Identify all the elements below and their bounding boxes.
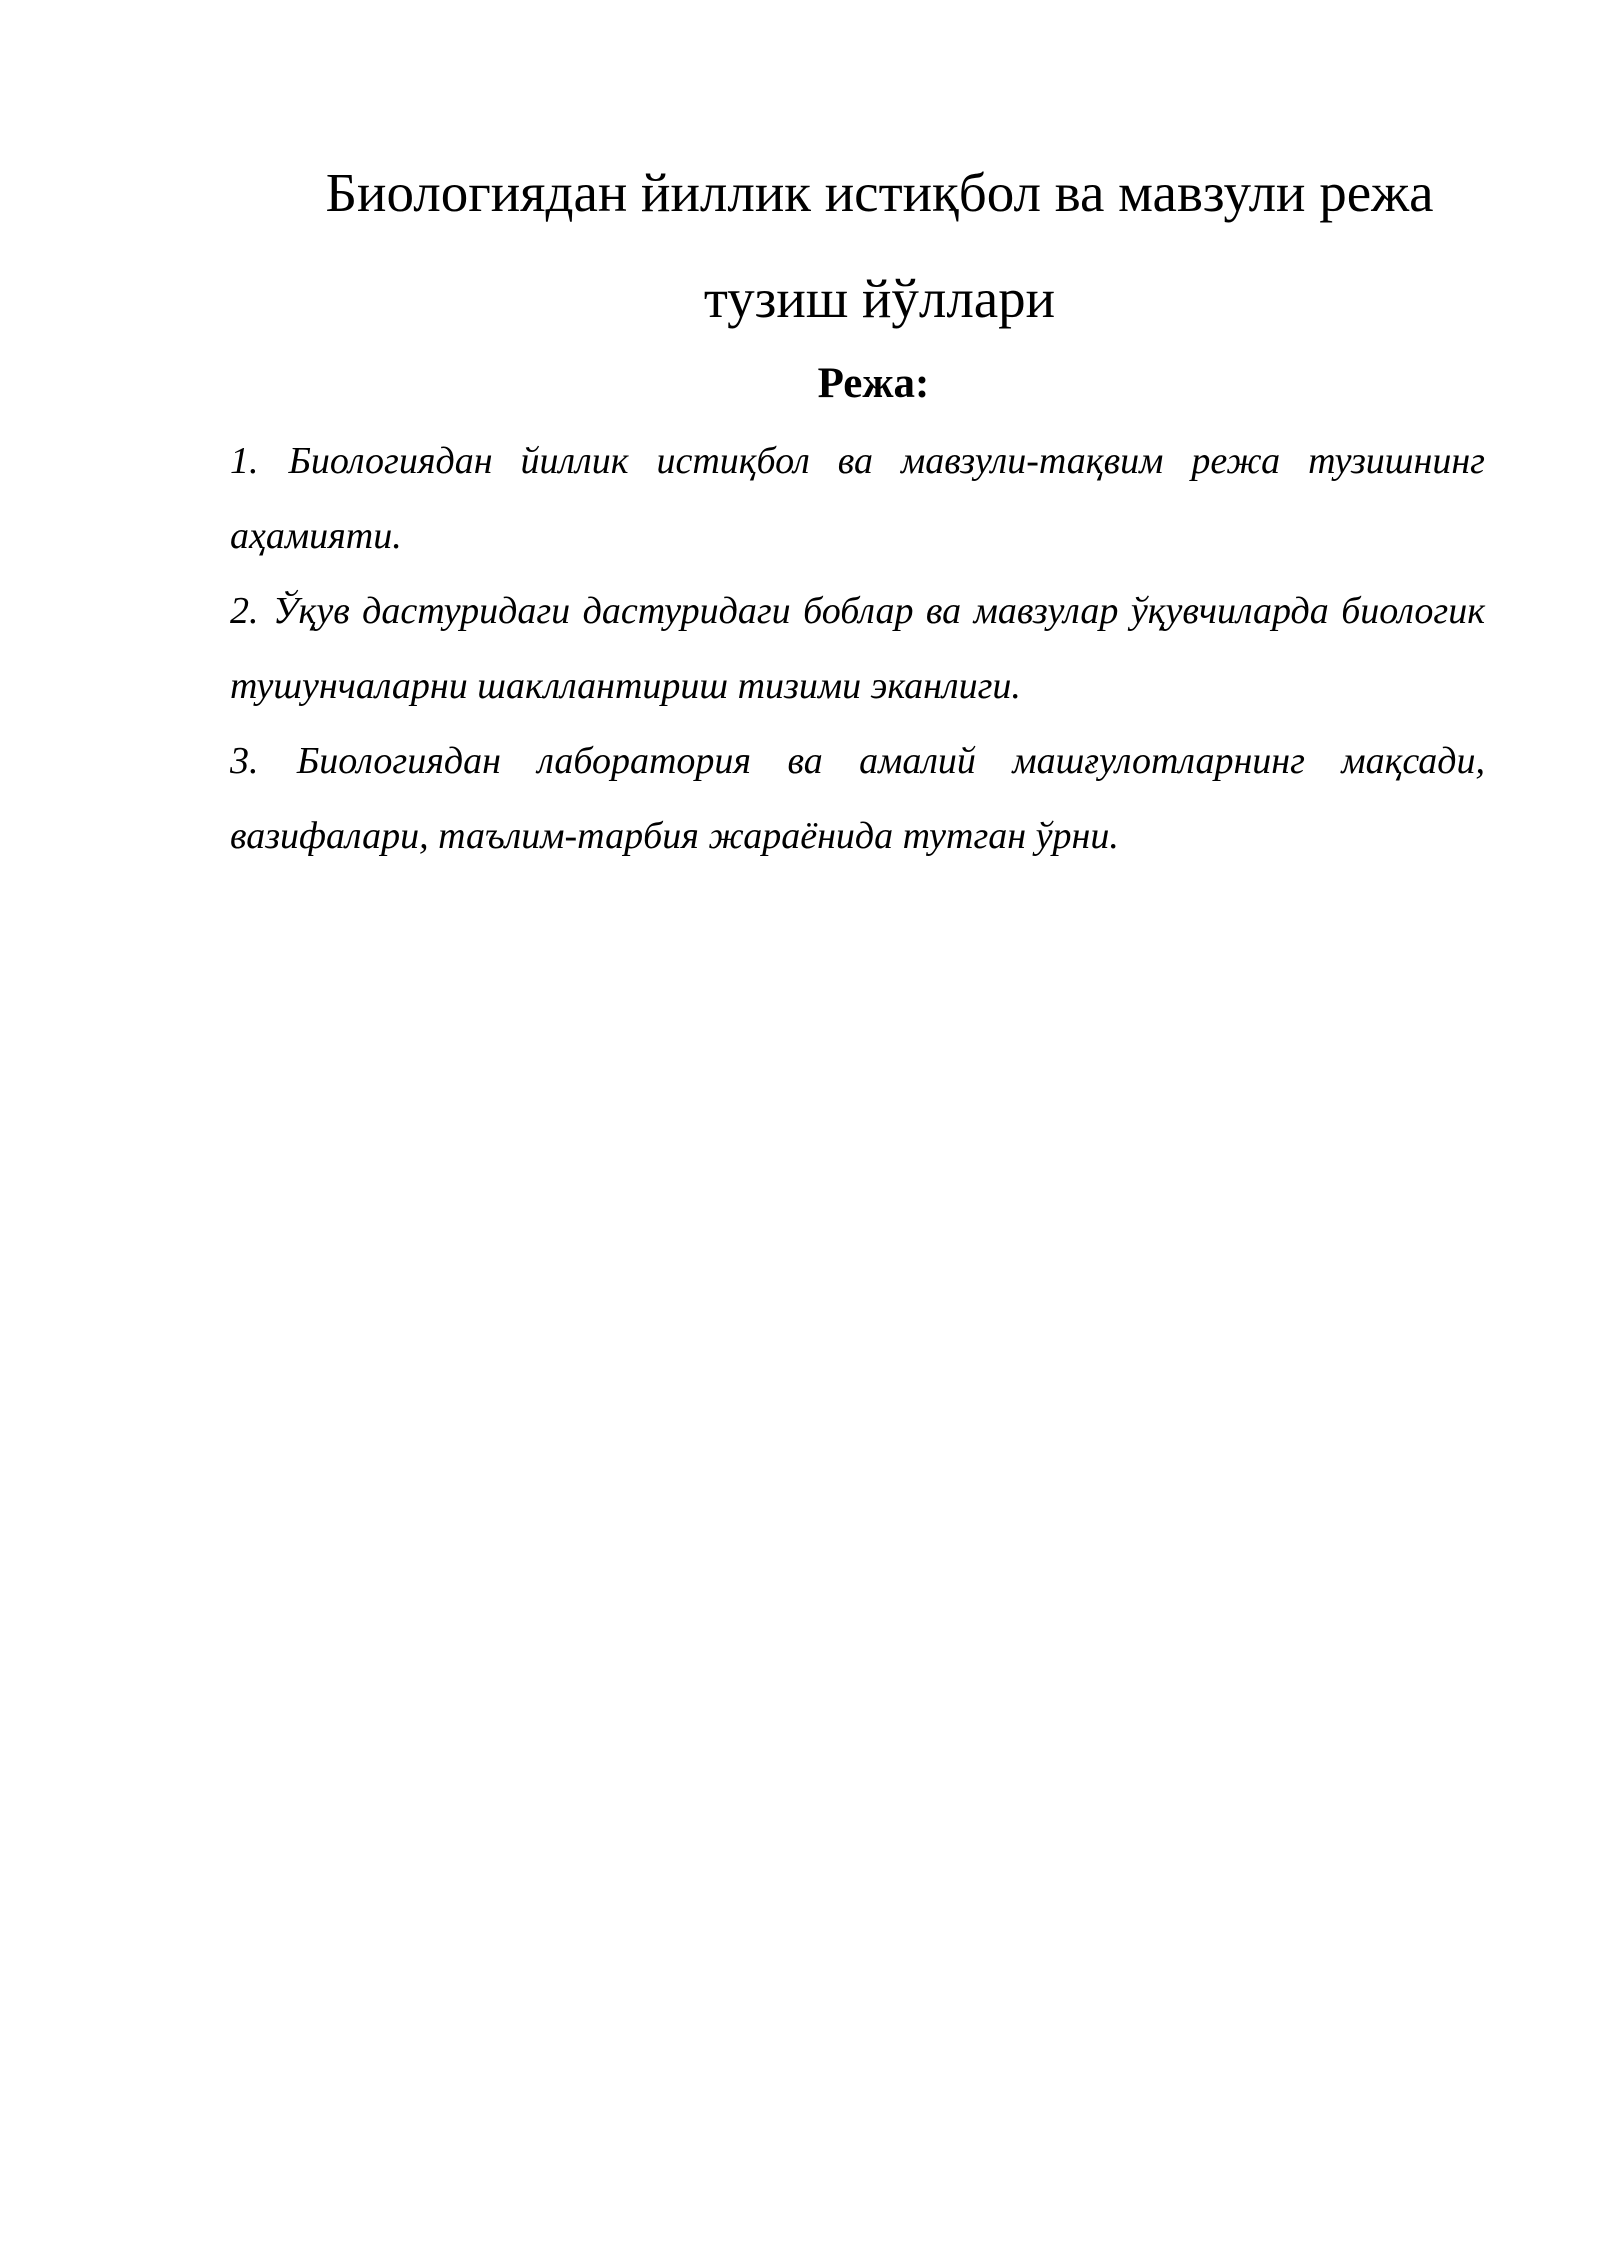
document-title-line-2: тузиш йўллари (703, 268, 1056, 329)
plan-item-2 (230, 574, 1485, 724)
plan-item-1 (230, 424, 1485, 574)
plan-item-3 (230, 724, 1485, 874)
document-content (230, 140, 1485, 874)
plan-item-number: 1. (230, 440, 259, 482)
plan-item-number: 2. (230, 590, 259, 632)
plan-item-number: 3. (230, 740, 259, 782)
plan-heading: Режа: (817, 360, 930, 407)
plan-item-text: Ўқув дастуридаги дастуридаги боблар ва мавзулар ўқувчиларда биологик тушунчаларни шакллантириш тизими эканлиги. (230, 590, 1485, 707)
document-title (230, 140, 1485, 352)
plan-item-text: Биологиядан йиллик истиқбол ва мавзули-тақвим режа тузишнинг аҳамияти. (230, 440, 1485, 557)
plan-item-text: Биологиядан лаборатория ва амалий машғулотларнинг мақсади, вазифалари, таълим-тарбия жараёнида тутган ўрни. (230, 740, 1485, 857)
document-title-line-1: Биологиядан йиллик истиқбол ва мавзули режа (325, 162, 1434, 223)
plan-list (230, 424, 1485, 874)
